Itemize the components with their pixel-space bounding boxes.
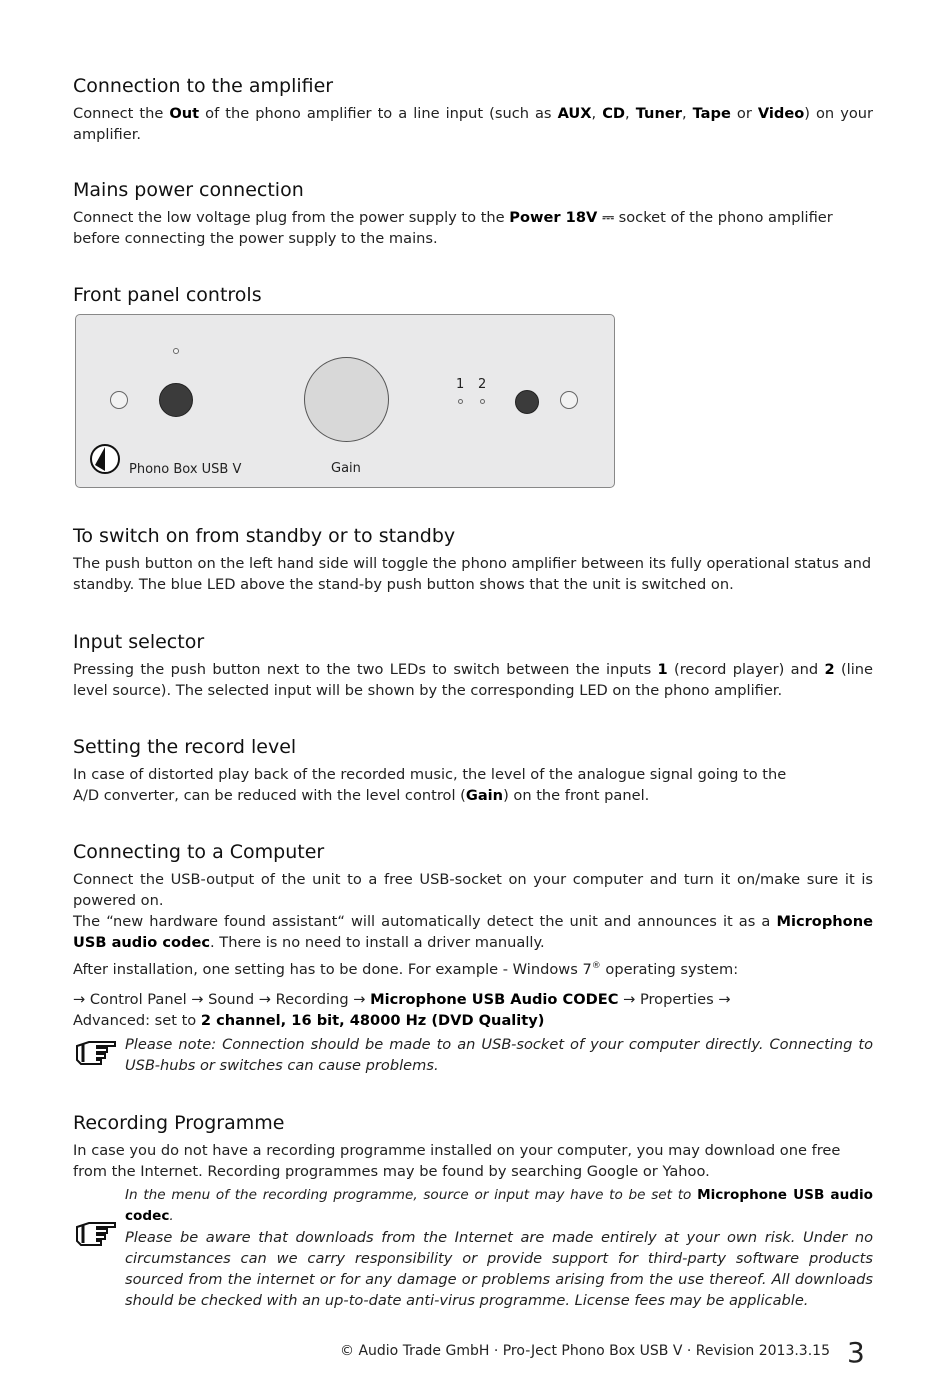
section-record-level <box>73 735 873 806</box>
input-1-label: 1 <box>456 377 465 392</box>
download-note <box>73 1185 873 1311</box>
section-text-line2: A/D converter, can be reduced with the level control (Gain) on the front panel. <box>73 787 650 804</box>
section-title: Connection to the amplifier <box>73 75 334 97</box>
headphone-socket-icon <box>110 391 128 409</box>
power-led-icon <box>173 348 179 354</box>
pointing-hand-icon <box>73 1034 125 1070</box>
section-title: Setting the record level <box>73 736 297 758</box>
input-2-led-icon <box>480 399 485 404</box>
input-selector-button-icon <box>515 390 539 414</box>
output-socket-icon <box>560 391 578 409</box>
page-number: 3 <box>847 1336 865 1369</box>
section-title: Mains power connection <box>73 179 304 201</box>
section-mains <box>73 178 873 249</box>
standby-button-icon <box>159 383 193 417</box>
usb-note <box>73 1034 873 1076</box>
settings-advanced: Advanced: set to 2 channel, 16 bit, 48000 Hz (DVD Quality) <box>73 1011 545 1029</box>
section-title: Connecting to a Computer <box>73 841 325 863</box>
section-text: Pressing the push button next to the two LEDs to switch between the inputs 1 (record player) and 2 (line level source). The selected input will be shown by the corresponding LED on the phono amplifier. <box>73 661 873 699</box>
section-title: Input selector <box>73 631 205 653</box>
note-text: In the menu of the recording programme, source or input may have to be set to Microphone USB audio codec. Please be aware that downloads from the Internet are made entirely at your own risk. Under no circumstances can we carry responsibility or provide support for third-party software products sourced from the internet or for any damage or problems arising from the use thereof. All downloads should be checked with an up-to-date anti-virus programme. License fees may be applicable. <box>125 1187 873 1309</box>
front-panel-diagram <box>75 314 615 488</box>
footer-text: © Audio Trade GmbH · Pro-Ject Phono Box USB V · Revision 2013.3.15 <box>340 1343 830 1359</box>
section-amplifier <box>73 74 873 145</box>
section-title: Front panel controls <box>73 284 262 306</box>
section-title: Recording Programme <box>73 1112 285 1134</box>
section-recording <box>73 1111 873 1311</box>
section-text: In case you do not have a recording programme installed on your computer, you may download one free from the Internet. Recording programmes may be found by searching Google or Yahoo. <box>73 1142 841 1180</box>
section-text: Connect the Out of the phono amplifier to a line input (such as AUX, CD, Tuner, Tape or Video) on your amplifier. <box>73 105 874 143</box>
section-front-panel <box>73 283 873 307</box>
input-1-led-icon <box>458 399 463 404</box>
input-2-label: 2 <box>478 377 487 392</box>
settings-path: → Control Panel → Sound → Recording → Microphone USB Audio CODEC → Properties → <box>73 990 731 1008</box>
section-text: The push button on the left hand side will toggle the phono amplifier between its fully operational status and standby. The blue LED above the stand-by push button shows that the unit is switched on. <box>73 555 872 593</box>
section-title: To switch on from standby or to standby <box>73 525 456 547</box>
section-text: Connect the low voltage plug from the power supply to the Power 18V ⎓ socket of the phono amplifier before connecting the power supply to the mains. <box>73 209 833 247</box>
pointing-hand-icon <box>73 1185 125 1251</box>
project-logo-icon <box>89 443 121 475</box>
section-input-selector <box>73 630 873 701</box>
section-standby <box>73 524 873 595</box>
gain-knob-icon <box>304 357 389 442</box>
brand-label: Phono Box USB V <box>129 462 242 477</box>
section-text: After installation, one setting has to be done. For example - Windows 7® operating system: <box>73 960 739 978</box>
gain-label: Gain <box>331 461 361 476</box>
section-text: The “new hardware found assistant“ will automatically detect the unit and announces it as a Microphone USB audio codec. There is no need to install a driver manually. <box>73 913 873 951</box>
section-computer <box>73 840 873 1076</box>
section-text: Connect the USB-output of the unit to a free USB-socket on your computer and turn it on/make sure it is powered on. <box>73 871 873 909</box>
note-text: Please note: Connection should be made to an USB-socket of your computer directly. Connecting to USB-hubs or switches can cause problems. <box>125 1035 873 1074</box>
section-text-line1: In case of distorted play back of the recorded music, the level of the analogue signal going to the <box>73 766 787 783</box>
